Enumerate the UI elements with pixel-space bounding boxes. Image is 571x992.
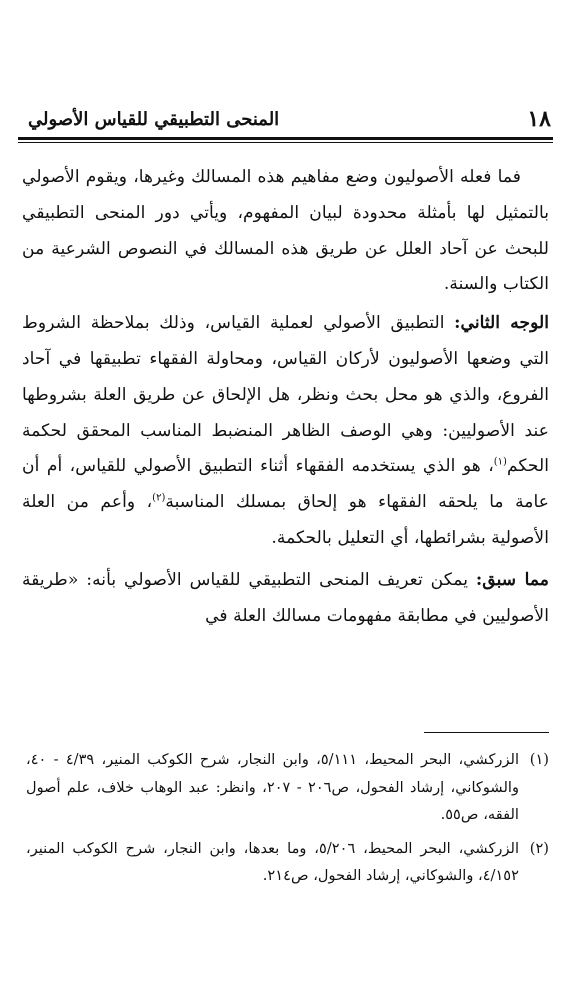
paragraph-2-text-b: ، هو الذي يستخدمه الفقهاء أثناء التطبيق الأصولي للقياس، أم أن عامة ما يلحقه الفقهاء هو إلحاق بمسلك المناسبة (22, 456, 549, 513)
paragraph-3 (22, 563, 549, 635)
paragraph-2 (22, 306, 549, 557)
footnote-2 (26, 835, 549, 890)
paragraph-2-text-c: ، وأعم من العلة الأصولية بشرائطها، أي التعليل بالحكمة. (22, 492, 549, 548)
main-text (22, 160, 549, 634)
footnote-2-mark: (٢) (529, 839, 549, 857)
paragraph-3-text: يمكن تعريف المنحى التطبيقي للقياس الأصولي بأنه: «طريقة الأصوليين في مطابقة مفهومات مسالك العلة في (22, 569, 549, 626)
footnotes (26, 746, 549, 896)
paragraph-3-lead: مما سبق: (475, 569, 549, 590)
paragraph-1: فما فعله الأصوليون وضع مفاهيم هذه المسالك وغيرها، ويقوم الأصولي بالتمثيل لها بأمثلة محدودة لبيان المفهوم، ويأتي دور المنحى التطبيقي للبحث عن آحاد العلل عن طريق هذه المسالك في النصوص الشرعية من الكتاب والسنة. (22, 167, 549, 295)
footnote-1 (26, 746, 549, 829)
footnote-ref-1[interactable]: (١) (493, 456, 507, 468)
footnote-separator (424, 732, 549, 733)
header-rule-thick (18, 137, 553, 140)
footnote-ref-2[interactable]: (٢) (152, 492, 166, 504)
footnote-2-text: الزركشي، البحر المحيط، ٥/٢٠٦، وما بعدها، وابن النجار، شرح الكوكب المنير، ٤/١٥٢، والشوكاني، إرشاد الفحول، ص٢١٤. (26, 839, 520, 884)
footnote-1-text: الزركشي، البحر المحيط، ٥/١١١، وابن النجار، شرح الكوكب المنير، ٤/٣٩ - ٤٠، والشوكاني، إرشاد الفحول، ص٢٠٦ - ٢٠٧، وانظر: عبد الوهاب خلاف، علم أصول الفقه، ص٥٥. (26, 751, 520, 823)
page-number: ١٨ (527, 106, 551, 132)
footnote-1-mark: (١) (529, 751, 549, 768)
paragraph-2-lead: الوجه الثاني: (454, 313, 549, 334)
page-header (18, 104, 551, 134)
running-title: المنحى التطبيقي للقياس الأصولي (28, 108, 280, 130)
paragraph-2-text-a: التطبيق الأصولي لعملية القياس، وذلك بملاحظة الشروط التي وضعها الأصوليون لأركان القياس، ومحاولة الفقهاء تطبيقها في آحاد الفروع، والذي هو محل بحث ونظر، هل الإلحاق عن طريق العلة بشروطها عند الأصوليين: وهي الوصف الظاهر المنضبط المناسب المحقق لحكمة الحكم (22, 313, 549, 477)
header-rule-thin (18, 142, 553, 143)
